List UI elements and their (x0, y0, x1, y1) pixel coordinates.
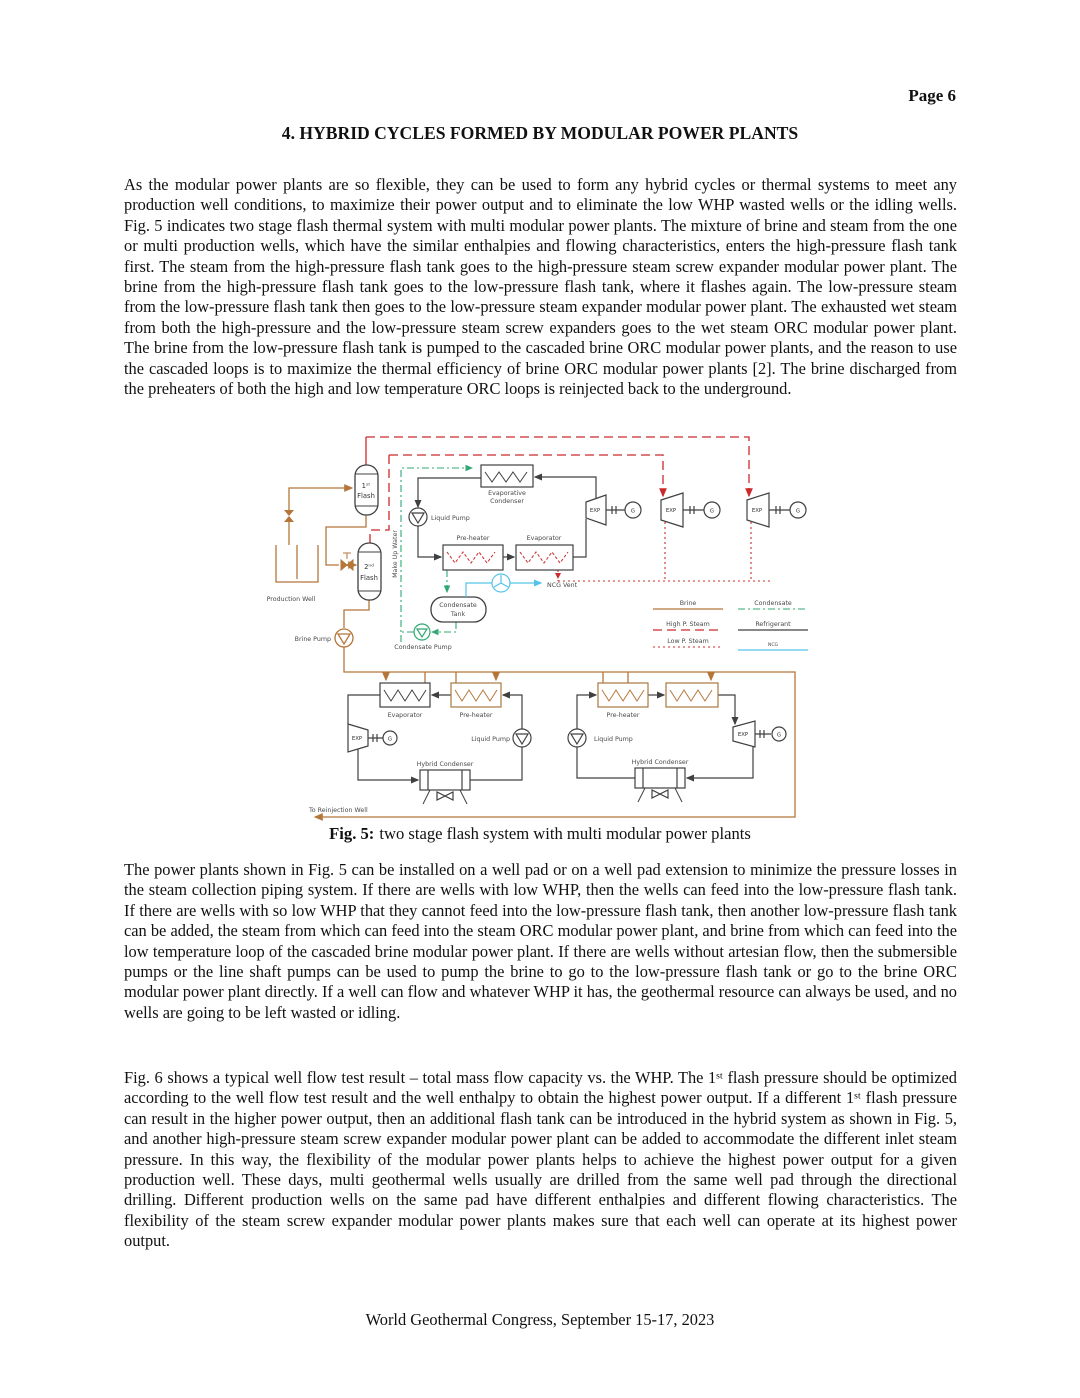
liquid-pump-bottom-left-icon (513, 729, 531, 747)
figure-5-diagram (263, 432, 963, 824)
condensate-pump-label: Condensate Pump (394, 644, 452, 651)
exp-label: EXP (351, 736, 363, 742)
legend-condensate: Condensate (754, 600, 792, 607)
first-flash-tank (355, 465, 378, 515)
generator-label: G (387, 736, 393, 743)
condensate-tank-label-2: Tank (450, 611, 466, 618)
pre-heater-br-label: Pre-heater (606, 712, 640, 719)
brine-pump-icon (335, 629, 353, 647)
condensate-pump-icon (414, 624, 430, 640)
liquid-pump-top-label: Liquid Pump (431, 515, 470, 522)
legend-low-p-steam: Low P. Steam (667, 638, 709, 645)
ncg-vent-label: NCG Vent (547, 582, 578, 589)
page-number: Page 6 (908, 86, 956, 105)
liquid-pump-top-icon (409, 508, 427, 526)
liquid-pump-bl-label: Liquid Pump (471, 736, 510, 743)
condensate-tank (431, 597, 486, 622)
evaporator-top (516, 545, 573, 570)
second-flash-label: Flash (360, 574, 378, 582)
exp-label: EXP (665, 508, 677, 514)
generator-label: G (776, 732, 782, 739)
production-well-label: Production Well (266, 596, 316, 603)
evaporator-top-label: Evaporator (526, 535, 562, 542)
legend-high-p-steam: High P. Steam (666, 621, 710, 628)
brine-pump-label: Brine Pump (294, 636, 331, 643)
first-flash-label-sup: 1ˢᵗ (361, 482, 371, 490)
steam-arrow (555, 573, 561, 579)
section-title: 4. HYBRID CYCLES FORMED BY MODULAR POWER PLANTS (281, 123, 799, 143)
hybrid-condenser-right (635, 768, 685, 802)
exp-label: EXP (751, 508, 763, 514)
exp-label: EXP (737, 732, 749, 738)
liquid-pump-bottom-right-icon (568, 729, 586, 747)
figure-caption-text: two stage flash system with multi modular power plants (379, 824, 751, 843)
ncg-fan-icon (492, 574, 510, 592)
evaporative-condenser-label-1: Evaporative (488, 490, 526, 497)
evaporative-condenser-label-2: Condenser (490, 498, 524, 505)
generator-label: G (709, 508, 715, 515)
low-pressure-steam-lines (558, 522, 770, 581)
pre-heater-bl-label: Pre-heater (459, 712, 493, 719)
hybrid-condenser-l-label: Hybrid Condenser (416, 761, 474, 768)
production-well (276, 545, 318, 582)
pre-heater-top-label: Pre-heater (456, 535, 490, 542)
to-reinjection-well-label: To Reinjection Well (309, 807, 368, 814)
figure-caption (0, 824, 1080, 844)
evaporator-bottom-right (666, 683, 718, 707)
evaporator-bottom-left (380, 683, 430, 719)
figure-caption-label: Fig. 5: (329, 824, 375, 843)
generator-label: G (630, 508, 636, 515)
high-pressure-steam-lines (366, 437, 749, 543)
paragraph-2: The power plants shown in Fig. 5 can be installed on a well pad or on a well pad extension to minimize the pressure losses in the steam collection piping system. If there are wells with low WHP, then the wells can feed into the low-pressure flash tank. If there are wells with so low WHP that they cannot feed into the low-pressure flash tank, then another low-pressure flash tank can be added, the steam from which can feed into the steam ORC modular power plant, and brine from which can feed into the low temperature loop of the cascaded brine modular power plant. If there are wells without artesian flow, then the submersible pumps or the line shaft pumps can be used to pump the brine to go to the low-pressure flash tank or go to the brine ORC modular power plant directly. If a well can flow and whatever WHP it has, the geothermal resource can always be used, and no wells are going to be left wasted or idling. (124, 860, 957, 1022)
evaporative-condenser (481, 465, 533, 505)
paragraph-1: As the modular power plants are so flexible, they can be used to form any hybrid cycles or thermal systems to meet any production well conditions, to maximize their power output and to eliminate the low WHP wasted wells or the idling wells. Fig. 5 indicates two stage flash thermal system with multi modular power plants. The mixture of brine and steam from the one or multi production wells, which have the similar enthalpies and flowing characteristics, enters the high-pressure flash tank first. The steam from the high-pressure flash tank goes to the high-pressure steam screw expander modular power plant. The brine from the high-pressure flash tank goes to the low-pressure flash tank, where it flashes again. The low-pressure steam from the low-pressure flash tank then goes to the low-pressure steam expander modular power plant. The exhausted wet steam from both the high-pressure and the low-pressure steam screw expanders goes to the wet steam ORC modular power plant. The brine from the low-pressure flash tank is pumped to the cascaded brine ORC modular power plants, and the reason to use the cascaded loops is to maximize the thermal efficiency of brine ORC modular power plants [2]. The brine discharged from the preheaters of both the high and low temperature ORC loops is reinjected back to the underground. (124, 175, 957, 399)
hybrid-condenser-left (420, 770, 470, 804)
valve-icon (341, 553, 353, 570)
exp-label: EXP (589, 508, 601, 514)
pre-heater-bottom-left (451, 683, 501, 719)
paragraph-3: Fig. 6 shows a typical well flow test result – total mass flow capacity vs. the WHP. The 1ˢᵗ flash pressure should be optimized according to the well flow test result and the well enthalpy to obtain the highest power output. If a different 1ˢᵗ flash pressure can result in the higher power output, then an additional flash tank can be introduced in the hybrid system as shown in Fig. 5, and another high-pressure steam screw expander modular power plant can be added to accommodate the different inlet steam pressure. In this way, the flexibility of the modular power plants helps to achieve the highest power output for a given production well. These days, multi geothermal wells usually are drilled from the same well pad through the directional drilling. Different production wells on the same pad have different enthalpies and different flowing characteristics. The flexibility of the steam screw expander modular power plants makes sure that each well can operate at its highest power output. (124, 1068, 957, 1251)
make-up-water-label: Make Up Water (392, 530, 399, 578)
generator-label: G (795, 508, 801, 515)
valve-icon (284, 510, 294, 522)
pre-heater-top (443, 545, 503, 570)
hybrid-condenser-r-label: Hybrid Condenser (631, 759, 689, 766)
figure-legend (653, 600, 808, 650)
footer: World Geothermal Congress, September 15-17, 2023 (365, 1310, 715, 1329)
second-flash-tank (358, 543, 381, 600)
pre-heater-bottom-right (598, 683, 648, 719)
first-flash-label: Flash (357, 492, 375, 500)
liquid-pump-br-label: Liquid Pump (594, 736, 633, 743)
evaporator-bl-label: Evaporator (387, 712, 423, 719)
legend-brine: Brine (679, 600, 697, 607)
legend-refrigerant: Refrigerant (755, 621, 791, 628)
second-flash-label-sup: 2ⁿᵈ (364, 563, 374, 571)
condensate-tank-label-1: Condensate (439, 602, 477, 609)
legend-ncg: NCG (767, 643, 779, 648)
